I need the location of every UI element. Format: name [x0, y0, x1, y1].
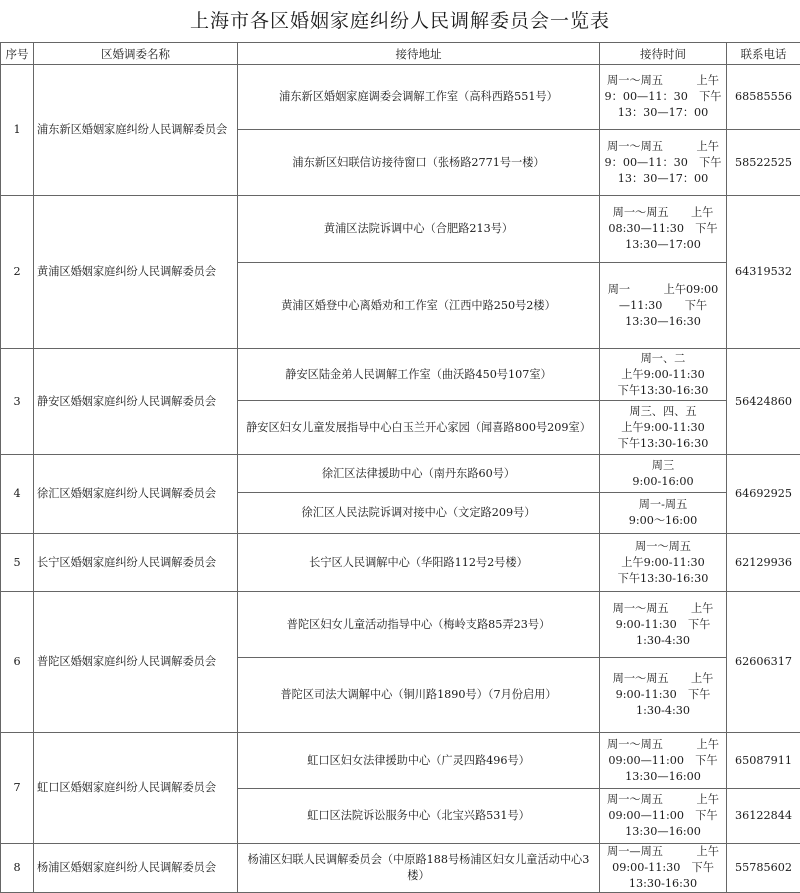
- contact-phone: 64319532: [727, 196, 800, 349]
- reception-time: 周一～周五 上午9：00—11：30 下午13：30—17：00: [600, 65, 727, 130]
- district-number: 2: [1, 196, 34, 349]
- reception-address: 杨浦区妇联人民调解委员会（中原路188号杨浦区妇女儿童活动中心3楼）: [238, 844, 600, 893]
- reception-address: 普陀区妇女儿童活动指导中心（梅岭支路85弄23号）: [238, 592, 600, 658]
- reception-time: 周一-周五 9:00～16:00: [600, 493, 727, 534]
- reception-time: 周一—周五 上午09:00-11:30 下午13:30-16:30: [600, 844, 727, 893]
- contact-phone: 58522525: [727, 130, 800, 196]
- header-no: 序号: [1, 43, 34, 65]
- contact-phone: 56424860: [727, 349, 800, 455]
- contact-phone: 65087911: [727, 733, 800, 789]
- reception-address: 长宁区人民调解中心（华阳路112号2号楼）: [238, 534, 600, 592]
- district-number: 8: [1, 844, 34, 893]
- table-row: [1, 592, 800, 658]
- contact-phone: 64692925: [727, 455, 800, 534]
- table-row: [1, 196, 800, 263]
- reception-address: 徐汇区人民法院诉调对接中心（文定路209号）: [238, 493, 600, 534]
- district-number: 5: [1, 534, 34, 592]
- reception-time: 周一～周五 上午08:30—11:30 下午13:30—17:00: [600, 196, 727, 263]
- table-row: [1, 65, 800, 130]
- table-header-row: [1, 43, 800, 65]
- district-committee-name: 静安区婚姻家庭纠纷人民调解委员会: [34, 349, 238, 455]
- reception-time: 周一～周五 上午9:00-11:30 下午1:30-4:30: [600, 592, 727, 658]
- reception-time: 周三 9:00-16:00: [600, 455, 727, 493]
- district-number: 6: [1, 592, 34, 733]
- contact-phone: 62606317: [727, 592, 800, 733]
- reception-address: 黄浦区法院诉调中心（合肥路213号）: [238, 196, 600, 263]
- district-committee-name: 杨浦区婚姻家庭纠纷人民调解委员会: [34, 844, 238, 893]
- reception-address: 普陀区司法大调解中心（铜川路1890号）（7月份启用）: [238, 658, 600, 733]
- reception-address: 虹口区妇女法律援助中心（广灵四路496号）: [238, 733, 600, 789]
- reception-time: 周一、二 上午9:00-11:30 下午13:30-16:30: [600, 349, 727, 401]
- contact-phone: 68585556: [727, 65, 800, 130]
- reception-address: 浦东新区婚姻家庭调委会调解工作室（高科西路551号）: [238, 65, 600, 130]
- reception-address: 静安区妇女儿童发展指导中心白玉兰开心家园（闻喜路800号209室）: [238, 401, 600, 455]
- contact-phone: 55785602: [727, 844, 800, 893]
- table-row: [1, 349, 800, 401]
- contact-phone: 62129936: [727, 534, 800, 592]
- reception-time: 周三、四、五 上午9:00-11:30 下午13:30-16:30: [600, 401, 727, 455]
- header-time: 接待时间: [600, 43, 727, 65]
- contact-phone: 36122844: [727, 789, 800, 844]
- table-row: [1, 455, 800, 493]
- header-name: 区婚调委名称: [34, 43, 238, 65]
- mediation-table: [0, 42, 800, 893]
- district-committee-name: 普陀区婚姻家庭纠纷人民调解委员会: [34, 592, 238, 733]
- table-row: [1, 844, 800, 893]
- reception-time: 周一～周五 上午09:00—11:00 下午13:30—16:00: [600, 733, 727, 789]
- reception-time: 周一～周五 上午9:00-11:30 下午1:30-4:30: [600, 658, 727, 733]
- reception-address: 静安区陆金弟人民调解工作室（曲沃路450号107室）: [238, 349, 600, 401]
- reception-address: 黄浦区婚登中心离婚劝和工作室（江西中路250号2楼）: [238, 263, 600, 349]
- page-title: 上海市各区婚姻家庭纠纷人民调解委员会一览表: [0, 0, 800, 42]
- district-number: 1: [1, 65, 34, 196]
- header-phone: 联系电话: [727, 43, 800, 65]
- district-committee-name: 浦东新区婚姻家庭纠纷人民调解委员会: [34, 65, 238, 196]
- reception-address: 徐汇区法律援助中心（南丹东路60号）: [238, 455, 600, 493]
- district-committee-name: 长宁区婚姻家庭纠纷人民调解委员会: [34, 534, 238, 592]
- table-row: [1, 534, 800, 592]
- district-committee-name: 虹口区婚姻家庭纠纷人民调解委员会: [34, 733, 238, 844]
- reception-address: 虹口区法院诉讼服务中心（北宝兴路531号）: [238, 789, 600, 844]
- reception-time: 周一 上午09:00—11:30 下午13:30—16:30: [600, 263, 727, 349]
- reception-time: 周一～周五 上午9：00—11：30 下午13：30—17：00: [600, 130, 727, 196]
- district-committee-name: 徐汇区婚姻家庭纠纷人民调解委员会: [34, 455, 238, 534]
- reception-address: 浦东新区妇联信访接待窗口（张杨路2771号一楼）: [238, 130, 600, 196]
- header-address: 接待地址: [238, 43, 600, 65]
- table-row: [1, 733, 800, 789]
- reception-time: 周一～周五 上午09:00—11:00 下午13:30—16:00: [600, 789, 727, 844]
- district-number: 4: [1, 455, 34, 534]
- reception-time: 周一～周五 上午9:00-11:30 下午13:30-16:30: [600, 534, 727, 592]
- district-number: 7: [1, 733, 34, 844]
- district-committee-name: 黄浦区婚姻家庭纠纷人民调解委员会: [34, 196, 238, 349]
- district-number: 3: [1, 349, 34, 455]
